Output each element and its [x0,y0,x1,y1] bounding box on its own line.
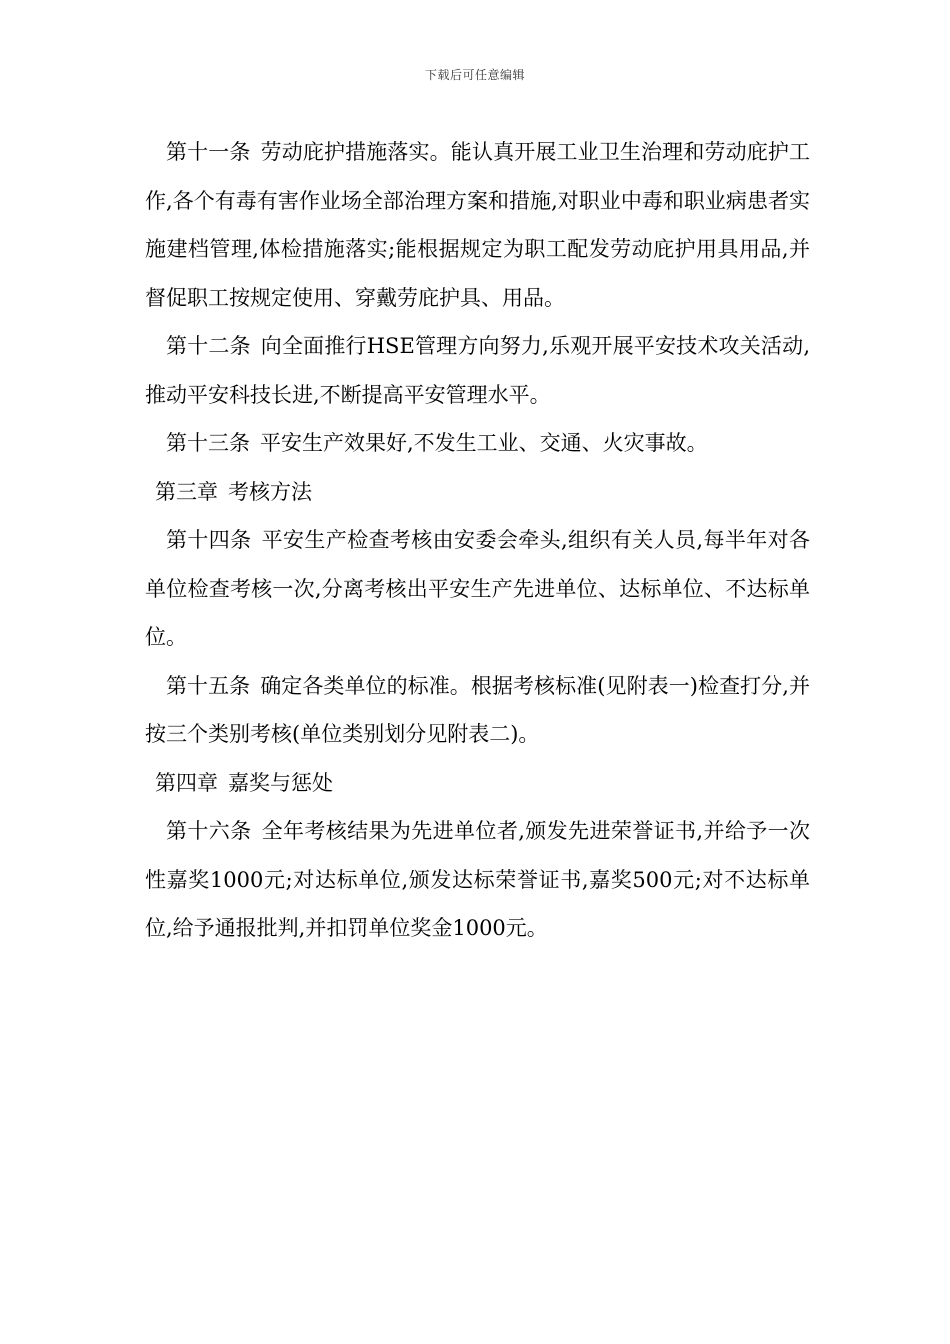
article-label: 第十六条 [166,819,252,843]
article-text: 劳动庇护措施落实。能认真开展工业卫生治理和劳动庇护工作,各个有毒有害作业场全部治理方案和措施,对职业中毒和职业病患者实施建档管理,体检措施落实;能根据规定为职工配发劳动庇护用具用品,并督促职工按规定使用、穿戴劳庇护具、用品。 [145,140,811,310]
chapter-label: 第三章 [155,479,218,504]
article-11 [145,128,810,322]
article-15 [145,662,810,759]
chapter-4-heading [145,759,810,808]
article-text: 平安生产效果好,不发生工业、交通、火灾事故。 [260,431,708,455]
document-body [145,128,810,953]
article-16 [145,807,810,953]
chapter-title: 嘉奖与惩处 [228,770,333,795]
chapter-3-heading [145,468,810,517]
article-label: 第十三条 [166,431,250,455]
article-14 [145,516,810,662]
article-label: 第十二条 [166,334,251,358]
article-label: 第十四条 [166,528,252,552]
article-text: 全年考核结果为先进单位者,颁发先进荣誉证书,并给予一次性嘉奖1000元;对达标单位,颁发达标荣誉证书,嘉奖500元;对不达标单位,给予通报批判,并扣罚单位奖金1000元。 [145,819,810,940]
article-13 [145,419,810,468]
chapter-title: 考核方法 [228,479,312,504]
article-text: 确定各类单位的标准。根据考核标准(见附表一)检查打分,并按三个类别考核(单位类别划分见附表二)。 [145,673,810,746]
article-label: 第十一条 [166,140,251,164]
article-12 [145,322,810,419]
article-text: 向全面推行HSE管理方向努力,乐观开展平安技术攻关活动,推动平安科技长进,不断提高平安管理水平。 [145,334,810,407]
page-header-note: 下载后可任意编辑 [424,68,525,82]
chapter-label: 第四章 [155,770,218,795]
article-label: 第十五条 [166,673,251,698]
article-text: 平安生产检查考核由安委会牵头,组织有关人员,每半年对各单位检查考核一次,分离考核出平安生产先进单位、达标单位、不达标单位。 [145,528,810,649]
